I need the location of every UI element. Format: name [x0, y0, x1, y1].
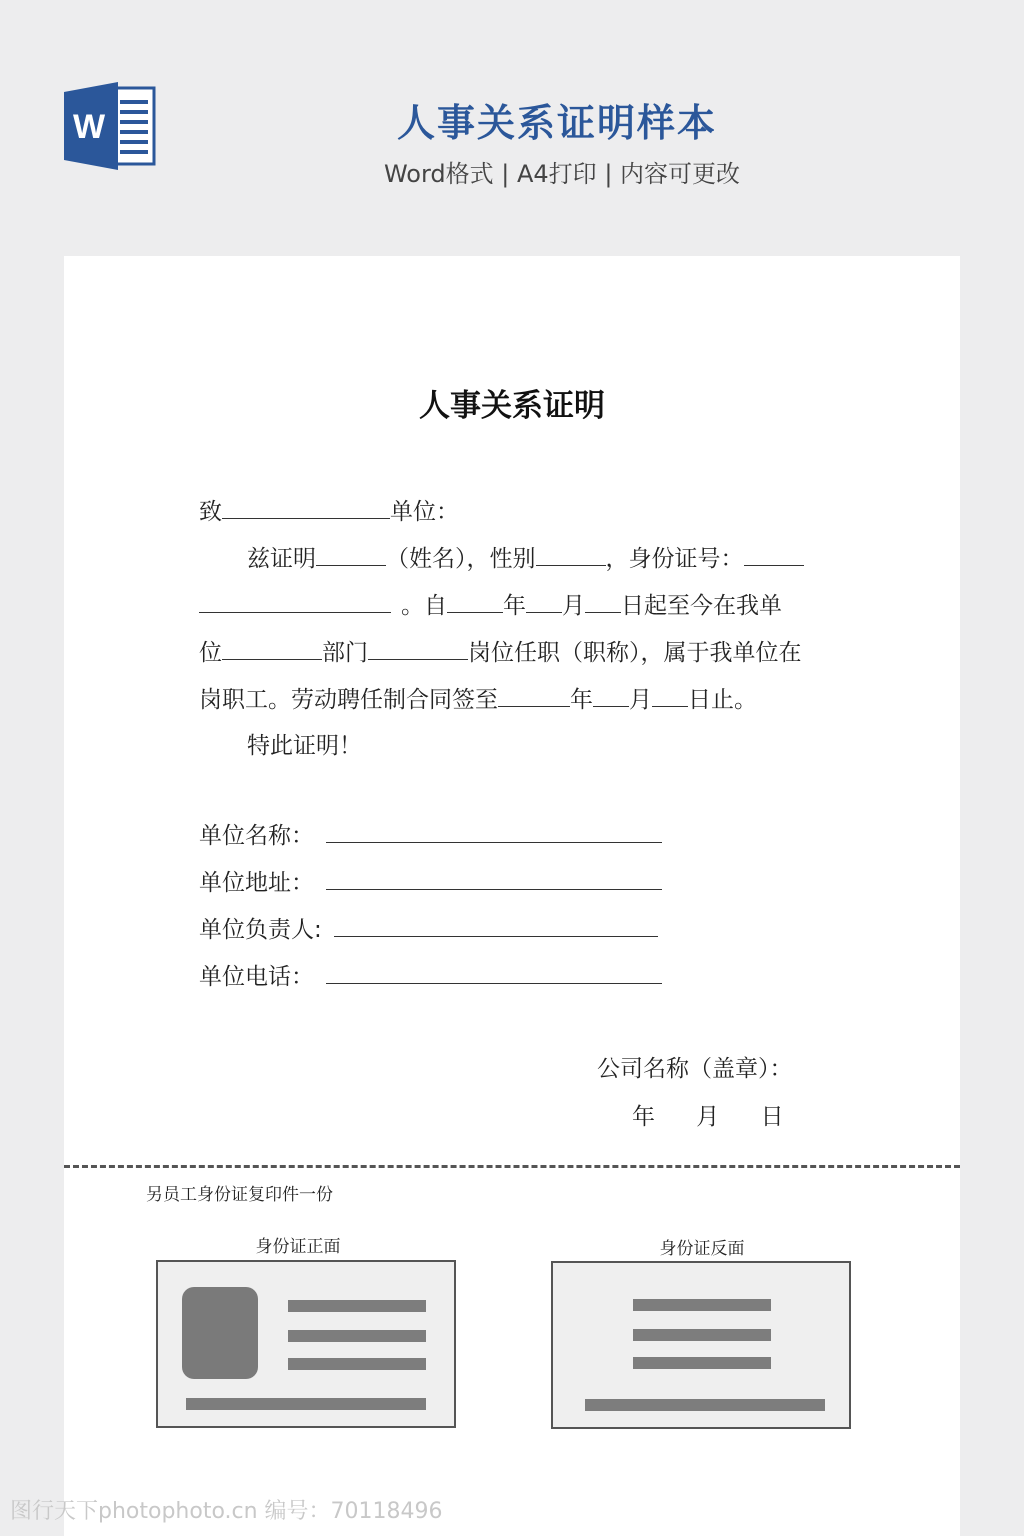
unit-address-field: [199, 859, 662, 906]
gender-blank: [536, 535, 606, 566]
end-year-blank: [498, 676, 570, 707]
unit-name-label: 单位名称：: [199, 823, 314, 849]
unit-phone-rule: [326, 953, 662, 984]
attachment-note: 另员工身份证复印件一份: [146, 1185, 333, 1205]
document-body: [199, 488, 839, 770]
id-blank-start: [744, 535, 804, 566]
id-front-text-bar: [288, 1330, 426, 1342]
unit-address-label: 单位地址：: [199, 870, 314, 896]
id-card-front: [156, 1260, 456, 1428]
id-front-text-bar: [186, 1398, 426, 1410]
recipient-line: [199, 488, 839, 535]
watermark: 图行天下photophoto.cn 编号：70118496: [10, 1499, 443, 1524]
page-title: 人事关系证明样本: [396, 101, 717, 145]
text-from: 。自: [401, 593, 447, 619]
text-end-year: 年: [570, 687, 593, 713]
unit-address-rule: [326, 859, 662, 890]
date-line: 年 月 日: [632, 1104, 784, 1130]
unit-name-rule: [326, 812, 662, 843]
text-name-gender: （姓名），性别: [386, 546, 536, 572]
text-end-day: 日止。: [688, 687, 757, 713]
recipient-blank: [222, 488, 390, 519]
cut-line-divider: [64, 1165, 960, 1168]
start-month-blank: [526, 582, 562, 613]
unit-head-rule: [334, 906, 658, 937]
id-back-text-bar: [633, 1329, 771, 1341]
unit-phone-field: [199, 953, 662, 1000]
id-card-back: [551, 1261, 851, 1429]
end-day-blank: [652, 676, 688, 707]
id-front-label: 身份证正面: [255, 1237, 341, 1257]
document-paper: [64, 256, 960, 1536]
body-line-2: [199, 535, 839, 582]
name-blank: [316, 535, 386, 566]
id-back-text-bar: [633, 1357, 771, 1369]
closing-line: 特此证明！: [247, 733, 362, 759]
text-id-number: ，身份证号：: [605, 546, 744, 572]
text-unit: 位: [199, 640, 222, 666]
page-subtitle: Word格式 | A4打印 | 内容可更改: [383, 160, 741, 188]
text-position: 岗位任职（职称），属于我单位在: [468, 640, 802, 666]
text-certify: 兹证明: [247, 546, 316, 572]
unit-name-field: [199, 812, 662, 859]
id-front-text-bar: [288, 1358, 426, 1370]
text-until-now: 日起至今在我单: [621, 593, 782, 619]
page-header: [0, 0, 1024, 256]
end-month-blank: [593, 676, 629, 707]
body-line-4: [199, 629, 839, 676]
id-back-label: 身份证反面: [659, 1239, 745, 1259]
document-title: 人事关系证明: [419, 388, 605, 424]
department-blank: [222, 629, 322, 660]
id-back-text-bar: [633, 1299, 771, 1311]
id-back-text-bar: [585, 1399, 825, 1411]
recipient-suffix: 单位：: [390, 499, 459, 525]
signature-line: 公司名称（盖章）：: [597, 1056, 793, 1082]
recipient-prefix: 致: [199, 499, 222, 525]
id-blank-end: [199, 582, 391, 613]
text-year: 年: [503, 593, 526, 619]
position-blank: [368, 629, 468, 660]
body-line-5: [199, 676, 839, 723]
start-day-blank: [585, 582, 621, 613]
text-month: 月: [562, 593, 585, 619]
id-photo-icon: [182, 1287, 258, 1379]
word-icon-letter: W: [72, 108, 106, 146]
unit-fields: [199, 812, 662, 1000]
text-contract: 岗职工。劳动聘任制合同签至: [199, 687, 498, 713]
text-department: 部门: [322, 640, 368, 666]
unit-head-label: 单位负责人:: [199, 917, 322, 943]
text-end-month: 月: [629, 687, 652, 713]
body-line-3: [199, 582, 839, 629]
start-year-blank: [447, 582, 503, 613]
unit-head-field: [199, 906, 662, 953]
id-front-text-bar: [288, 1300, 426, 1312]
unit-phone-label: 单位电话：: [199, 964, 314, 990]
